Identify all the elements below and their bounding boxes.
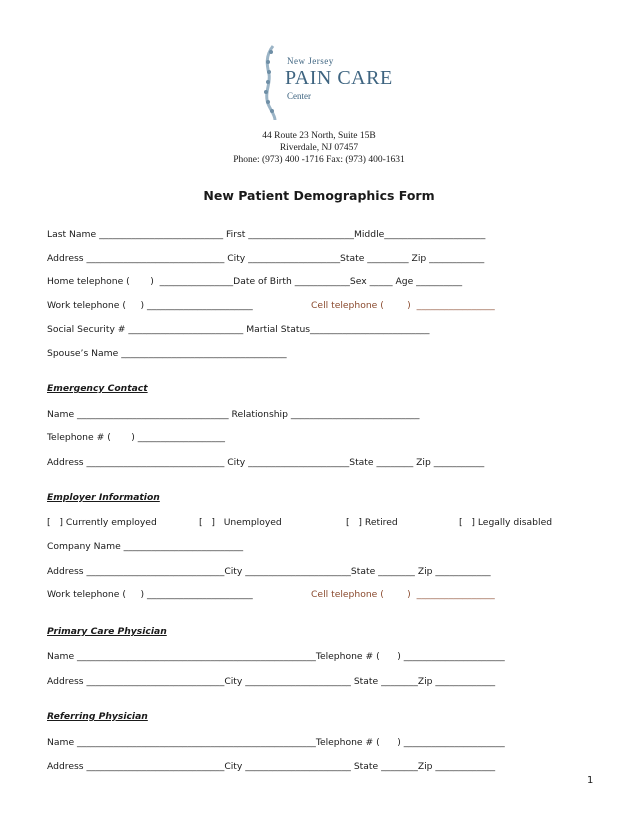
referring-name-line[interactable]: Name ____________________________________________________Telephone # ( ) ______________________ [47,737,505,748]
home-telephone-line[interactable]: Home telephone ( ) ________________Date of Birth ____________Sex _____ Age __________ [47,276,463,287]
employed-checkbox[interactable]: [ ] Currently employed [47,517,157,528]
employer-address-line[interactable]: Address ______________________________City _______________________State ________ Zip ____________ [47,566,491,577]
work-telephone-field[interactable]: Work telephone ( ) _______________________ [47,300,253,311]
ssn-field-line[interactable]: Social Security # _________________________ Martial Status__________________________ [47,324,430,335]
emergency-name-line[interactable]: Name _________________________________ Relationship ____________________________ [47,409,420,420]
company-name-field[interactable]: Company Name __________________________ [47,541,244,552]
referring-address-line[interactable]: Address ______________________________City _______________________ State ________Zip _____________ [47,761,496,772]
employer-cell-telephone[interactable]: Cell telephone ( ) _________________ [311,589,495,600]
logo-line-1: New Jersey [287,56,334,66]
employer-info-heading: Employer Information [47,492,160,503]
referring-physician-heading: Referring Physician [47,711,148,722]
disabled-checkbox[interactable]: [ ] Legally disabled [459,517,553,528]
logo-line-2: PAIN CARE [285,67,393,89]
page-number: 1 [587,775,594,786]
logo-line-3: Center [287,91,311,101]
spouse-name-field[interactable]: Spouse’s Name ____________________________________ [47,348,287,359]
form-title: New Patient Demographics Form [203,188,435,203]
primary-address-line[interactable]: Address ______________________________City _______________________ State ________Zip _____________ [47,676,496,687]
retired-checkbox[interactable]: [ ] Retired [346,517,398,528]
primary-name-line[interactable]: Name ____________________________________________________Telephone # ( ) ______________________ [47,651,505,662]
emergency-contact-heading: Emergency Contact [47,383,148,394]
cell-telephone-field[interactable]: Cell telephone ( ) _________________ [311,300,495,311]
address-field-line[interactable]: Address ______________________________ City ____________________State _________ Zip ____________ [47,253,485,264]
employer-work-telephone[interactable]: Work telephone ( ) _______________________ [47,589,253,600]
address-phone: Phone: (973) 400 -1716 Fax: (973) 400-1631 [233,155,405,165]
primary-physician-heading: Primary Care Physician [47,626,167,637]
address-street: 44 Route 23 North, Suite 15B [262,131,376,141]
name-field-line[interactable]: Last Name ___________________________ First _______________________Middle______________________ [47,229,486,240]
address-city: Riverdale, NJ 07457 [279,143,359,153]
unemployed-checkbox[interactable]: [ ] Unemployed [199,517,282,528]
emergency-telephone-field[interactable]: Telephone # ( ) ___________________ [47,432,226,443]
practice-logo [255,44,393,122]
emergency-address-line[interactable]: Address ______________________________ City ______________________State ________ Zip ___________ [47,457,485,468]
